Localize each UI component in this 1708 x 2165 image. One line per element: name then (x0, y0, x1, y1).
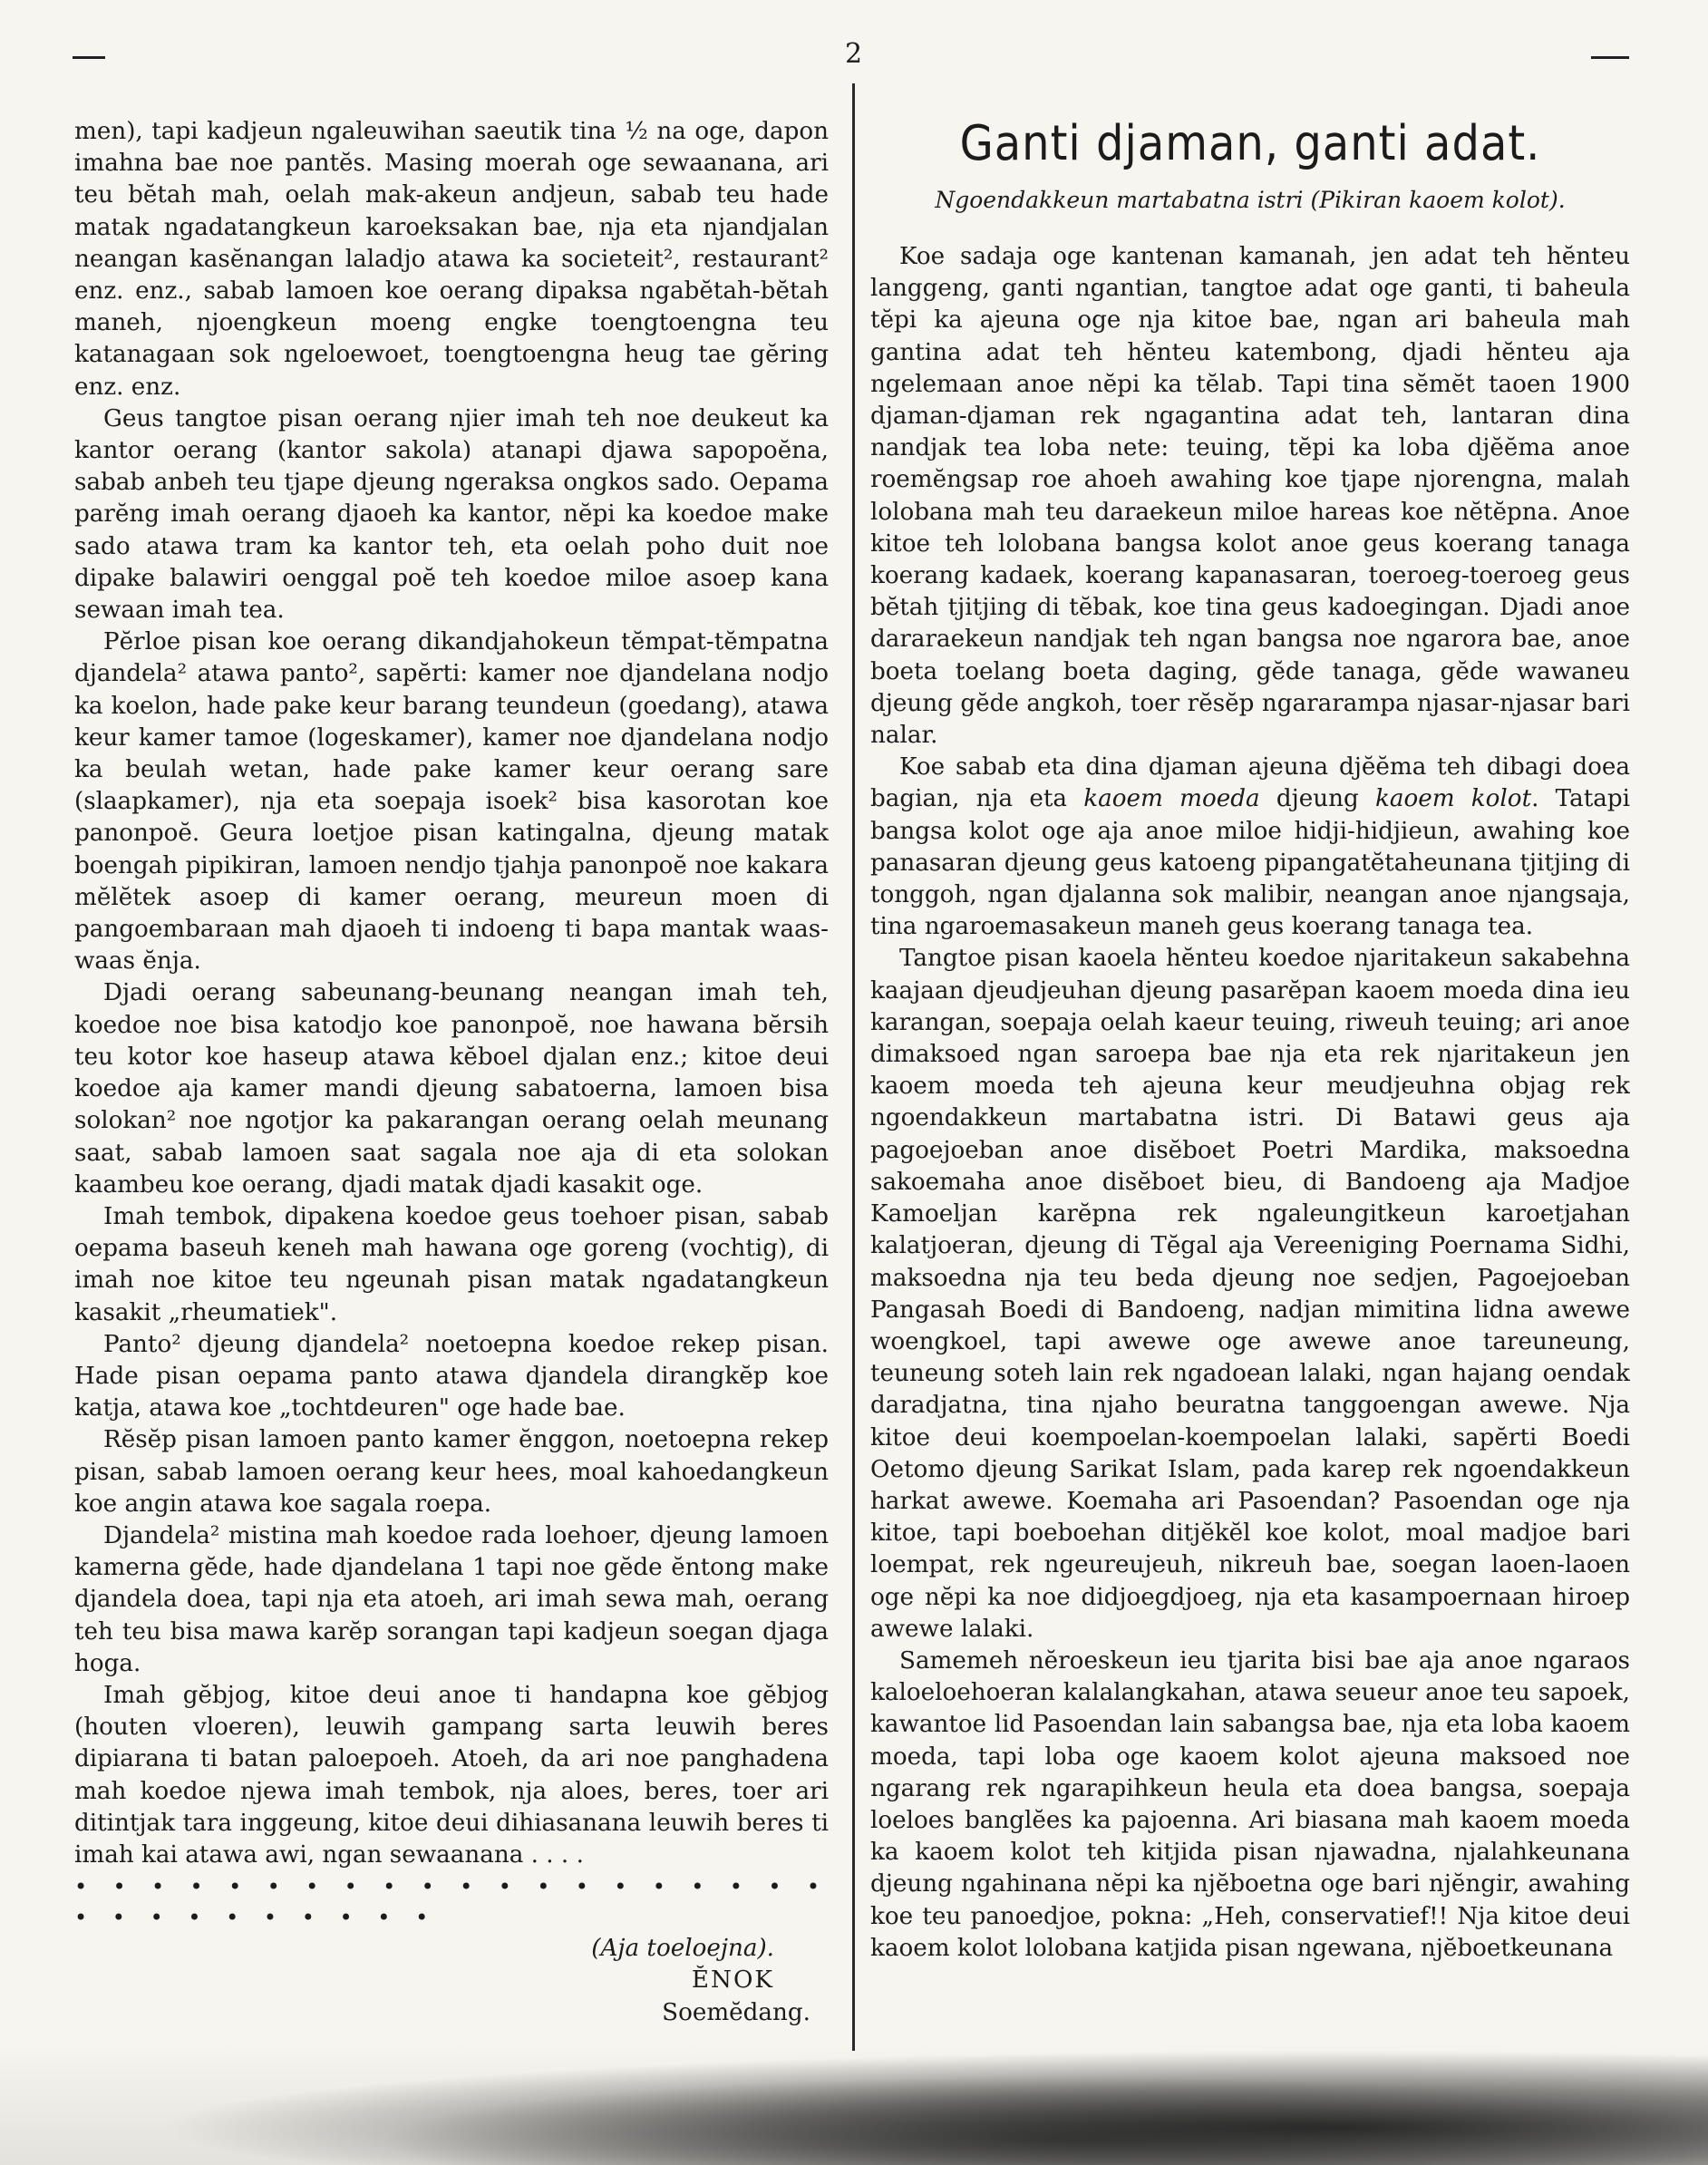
left-paragraph-8: Djandela² mistina mah koedoe rada loehoer, djeung lamoen kamerna gĕde, hade djandelana 1 tapi noe gĕde ĕntong make djandela doea, tapi nja eta atoeh, ari imah sewa mah, oerang teh teu bisa mawa karĕp sorangan tapi kadjeun soegan djaga hoga. (74, 1521, 829, 1677)
column-divider (852, 83, 855, 2051)
left-paragraph-1: men), tapi kadjeun ngaleuwihan saeutik tina ½ na oge, dapon imahna bae noe pantĕs. Masing moerah oge sewaanana, ari teu bĕtah mah, oelah mak-akeun andjeun, sabab teu hade matak ngadatangkeun karoeksakan bae, nja eta njandjalan neangan kasĕnangan laladjo atawa ka societeit², restaurant² enz. enz., sabab lamoen koe oerang dipaksa ngabĕtah-bĕtah maneh, njoengkeun moeng engke toengtoengna teu katanagaan sok ngeloewoet, toengtoengna heug tae gĕring enz. enz. (74, 118, 829, 401)
left-column (74, 116, 829, 2029)
scan-damage-shading (0, 2040, 1708, 2165)
continuation-note: (Aja toeloejna). (591, 1935, 774, 1963)
right-paragraph-3: Tangtoe pisan kaoela hĕnteu koedoe njaritakeun sakabehna kaajaan djeudjeuhan djeung pasarĕpan kaoem moeda dina ieu karangan, soepaja oelah kaeur teuing, riweuh teuing; ari anoe dimaksoed ngan saroepa bae nja eta rek njaritakeun jen kaoem moeda teh ajeuna keur meudjeuhna objag rek ngoendakkeun martabatna istri. Di Batawi geus aja pagoejoeban anoe disĕboet Poetri Mardika, maksoedna sakoemaha anoe disĕboet bieu, di Bandoeng aja Madjoe Kamoeljan karĕpna rek ngaleungitkeun karoetjahan kalatjoeran, djeung di Tĕgal aja Vereeniging Poernama Sidhi, maksoedna nja teu beda djeung noe sedjen, Pagoejoeban Pangasah Boedi di Bandoeng, nadjan mimitina lidna awewe woengkoel, tapi awewe oge awewe anoe tareuneung, teuneung soteh lain rek ngadoean lalaki, ngan hajang oendak daradjatna, tina njaho beuratna tanggoengan awewe. Nja kitoe deui koempoelan-koempoelan lalaki, sapĕrti Boedi Oetomo djeung Sarikat Islam, pada karep rek ngoendakkeun harkat awewe. Koemaha ari Pasoendan? Pasoendan oge nja kitoe, tapi boeboehan ditjĕkĕl koe kolot, moal madjoe bari loempat, rek ngeureujeuh, nikreuh bae, soegan laoen-laoen oge nĕpi ka noe didjoegdjoeg, nja eta kasampoernaan hiroep awewe lalaki. (870, 945, 1630, 1643)
article-subtitle: Ngoendakkeun martabatna istri (Pikiran kaoem kolot). (935, 187, 1566, 213)
author-place: Soemĕdang. (662, 1998, 810, 2026)
right-column (870, 116, 1630, 2029)
header-rule-right (1591, 56, 1629, 59)
italic-term: kaoem kolot (1374, 785, 1532, 813)
section-dots: • • • • • • • • • • • • • • • • • • • • • • • • • • • • • • (74, 1874, 829, 1931)
left-paragraph-3: Pĕrloe pisan koe oerang dikandjahokeun tĕmpat-tĕmpatna djandela² atawa panto², sapĕrti: kamer noe djandelana nodjo ka koelon, hade pake keur barang teundeun (goedang), atawa keur kamer tamoe (logeskamer), kamer noe djandelana nodjo ka beulah wetan, hade pake kamer keur oerang sare (slaapkamer), nja eta soepaja isoek² bisa kasorotan koe panonpoĕ. Geura loetjoe pisan katingalna, djeung matak boengah pipikiran, lamoen nendjo tjahja panonpoĕ noe kakara mĕlĕtek asoep di kamer oerang, meureun moen di pangoembaraan mah djaoeh ti indoeng ti bapa mantak waas-waas ĕnja. (74, 628, 829, 976)
page-number: 2 (844, 38, 864, 70)
right-paragraph-4: Samemeh nĕroeskeun ieu tjarita bisi bae aja anoe ngaraos kaloeloehoeran kalalangkahan, atawa seueur anoe teu sapoek, kawantoe lid Pasoendan lain sabangsa bae, nja eta loba kaoem moeda, tapi loba oge kaoem kolot ajeuna maksoed noe ngarang rek ngarapihkeun heula eta doea bangsa, soepaja loeloes banglĕes ka pajoenna. Ari biasana mah kaoem moeda ka kaoem kolot teh kitjida pisan njawadna, njalahkeunana djeung ngahinana nĕpi ka njĕboetna oge bari njĕngir, awahing koe teu panoedjoe, pokna: „Heh, conservatief!! Nja kitoe deui kaoem kolot lolobana katjida pisan ngewana, njĕboetkeunana (870, 1646, 1630, 1962)
left-paragraph-6: Panto² djeung djandela² noetoepna koedoe rekep pisan. Hade pisan oepama panto atawa djandela dirangkĕp koe katja, atawa koe „tochtdeuren" oge hade bae. (74, 1330, 829, 1422)
italic-term: kaoem moeda (1083, 785, 1260, 813)
left-paragraph-2: Geus tangtoe pisan oerang njier imah teh noe deukeut ka kantor oerang (kantor sakola) atanapi djawa sapopoĕna, sabab anbeh teu tjape djeung ngeraksa ongkos sado. Oepama parĕng imah oerang djaoeh ka kantor, nĕpi ka koedoe make sado atawa tram ka kantor teh, eta oelah poho duit noe dipake balawiri oenggal poĕ teh koedoe miloe asoep kana sewaan imah tea. (74, 404, 829, 625)
right-paragraph-2: Koe sabab eta dina djaman ajeuna djĕĕma teh dibagi doea bagian, nja eta kaoem moeda djeung kaoem kolot. Tatapi bangsa kolot oge aja anoe miloe hidji-hidjieun, awahing koe panasaran djeung geus katoeng pipangatĕtaheunana tjitjing di tonggoh, ngan djalanna sok malibir, neangan anoe njangsaja, tina ngaroemasakeun maneh geus koerang tanaga tea. (870, 753, 1630, 941)
left-paragraph-5: Imah tembok, dipakena koedoe geus toehoer pisan, sabab oepama baseuh keneh mah hawana oge goreng (vochtig), di imah noe kitoe teu ngeunah pisan matak ngadatangkeun kasakit „rheumatiek". (74, 1202, 829, 1326)
left-paragraph-7: Rĕsĕp pisan lamoen panto kamer ĕnggon, noetoepna rekep pisan, sabab lamoen oerang keur hees, moal kahoedangkeun koe angin atawa koe sagala roepa. (74, 1426, 829, 1518)
left-paragraph-9: Imah gĕbjog, kitoe deui anoe ti handapna koe gĕbjog (houten vloeren), leuwih gampang sarta leuwih beres dipiarana ti batan paloepoeh. Atoeh, da ari noe panghadena mah koedoe njewa imah tembok, nja aloes, beres, toer ari ditintjak tara inggeung, kitoe deui dihiasanana leuwih beres ti imah kai atawa awi, ngan sewaanana . . . . (74, 1681, 829, 1869)
author-name: ĔNOK (691, 1966, 774, 1995)
left-paragraph-4: Djadi oerang sabeunang-beunang neangan imah teh, koedoe noe bisa katodjo koe panonpoĕ, noe hawana bĕrsih teu kotor koe haseup atawa kĕboel djalan enz.; kitoe deui koedoe aja kamer mandi djeung sabatoerna, lamoen bisa solokan² noe ngotjor ka pakarangan oerang oelah meunang saat, sabab lamoen saat sagala noe aja di eta solokan kaambeu koe oerang, djadi matak djadi kasakit oge. (74, 979, 829, 1199)
right-paragraph-1: Koe sadaja oge kantenan kamanah, jen adat teh hĕnteu langgeng, ganti ngantian, tangtoe adat oge ganti, ti baheula tĕpi ka ajeuna oge nja kitoe bae, ngan ari baheula mah gantina adat teh hĕnteu katembong, djadi hĕnteu aja ngelemaan anoe nĕpi ka tĕlab. Tapi tina sĕmĕt taoen 1900 djaman-djaman rek ngagantina adat teh, lantaran dina nandjak tea loba nete: teuing, tĕpi ka loba djĕĕma anoe roemĕngsap roe ahoeh awahing koe tjape njorengna, malah lolobana mah teu daraekeun miloe hareas koe nĕtĕpna. Anoe kitoe teh lolobana bangsa kolot anoe geus koerang tanaga koerang kadaek, koerang kapanasaran, toeroeg-toeroeg geus bĕtah tjitjing di tĕbak, koe tina geus kadoegingan. Djadi anoe dararaekeun nandjak teh ngan bangsa noe ngarora bae, anoe boeta toelang boeta daging, gĕde tanaga, gĕde wawaneu djeung gĕde angkoh, toer rĕsĕp ngararampa njasar-njasar bari nalar. (870, 243, 1630, 750)
article-title: Ganti djaman, ganti adat. (959, 116, 1541, 172)
